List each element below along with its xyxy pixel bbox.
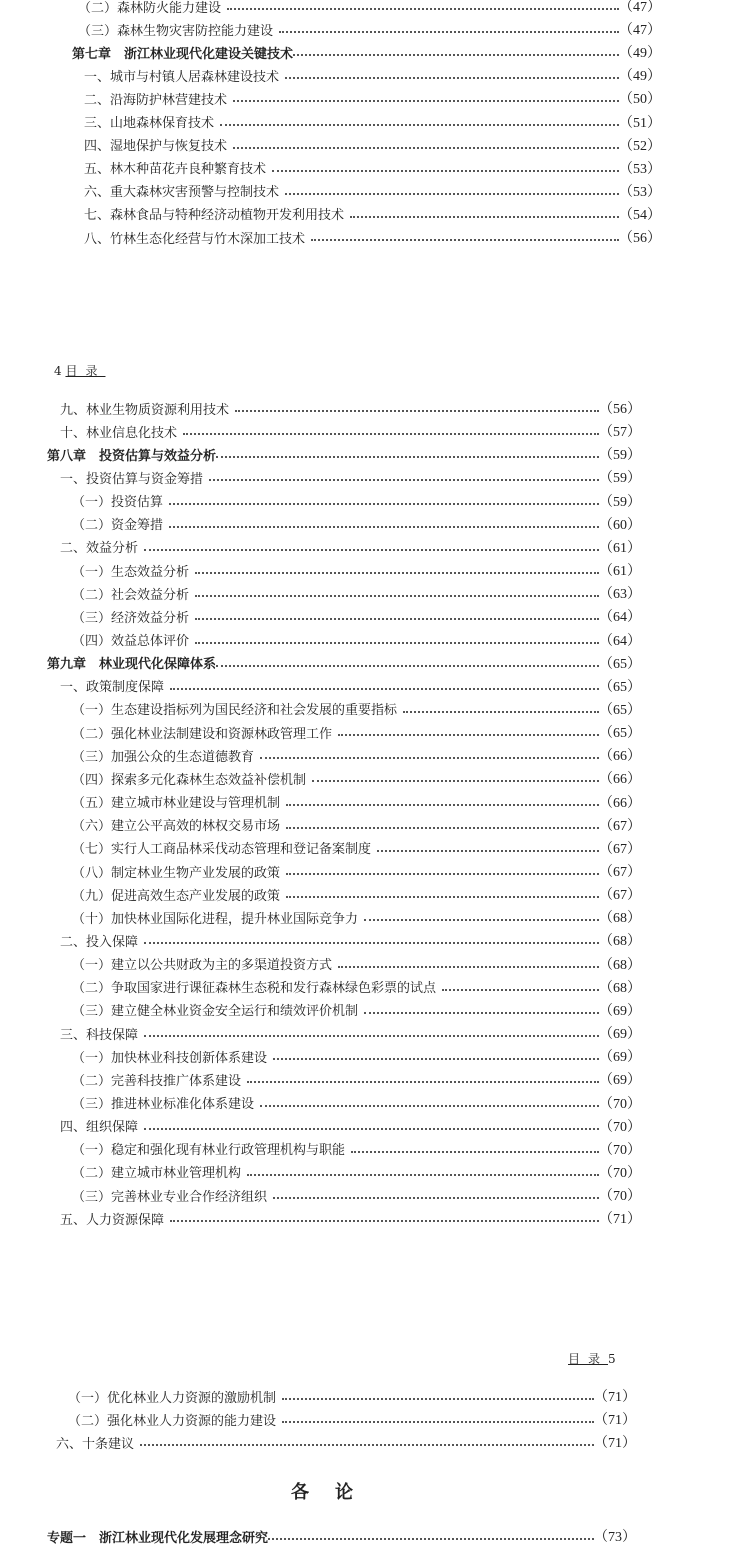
toc-entry[interactable] [60,421,641,441]
dot-leader [260,757,599,759]
page-number: 4 [54,364,62,378]
toc-entry[interactable] [60,676,641,696]
toc-entry-title: （三）推进林业标准化体系建设 [72,1097,255,1112]
toc-entry-page: （65） [599,656,641,672]
toc-entry[interactable] [72,699,641,719]
dot-leader [293,54,619,56]
toc-entry[interactable] [68,1409,636,1429]
toc-entry[interactable] [60,1208,641,1228]
dot-leader [216,456,599,458]
toc-entry[interactable] [72,768,641,788]
dot-leader [144,549,599,551]
toc-entry-title: 八、竹林生态化经营与竹木深加工技术 [84,231,306,247]
toc-entry-title: （六）建立公平高效的林权交易市场 [72,819,281,835]
toc-entry-title: （一）生态效益分析 [72,564,190,580]
toc-entry-title: （二）资金筹措 [72,518,164,534]
toc-entry-page: （67） [599,818,641,834]
toc-entry-title: 二、效益分析 [60,541,139,557]
toc-entry[interactable] [78,19,661,39]
dot-leader [260,1105,599,1107]
toc-entry-title: 一、投资估算与资金筹措 [60,471,204,487]
toc-entry[interactable] [47,1526,636,1546]
toc-entry-title: 九、林业生物质资源利用技术 [60,402,230,418]
toc-entry[interactable] [84,227,661,247]
toc-entry-title: （十）加快林业国际化进程，提升林业国际竞争力 [72,911,359,927]
toc-entry-title: 一、城市与村镇人居森林建设技术 [84,69,280,85]
toc-entry-page: （57） [599,425,641,441]
toc-entry-title: 十、林业信息化技术 [60,425,178,441]
toc-entry-page: （71） [594,1436,636,1451]
toc-entry-title: 一、政策制度保障 [60,680,165,696]
toc-entry-title: （二）社会效益分析 [72,587,190,603]
toc-entry-page: （56） [619,231,661,246]
toc-entry-title: （四）探索多元化森林生态效益补偿机制 [72,772,307,788]
toc-entry-page: （71） [594,1413,636,1428]
header-title: 目录 [65,364,106,378]
toc-entry-page: （49） [619,69,661,85]
toc-entry-title: 二、沿海防护林营建技术 [84,92,228,108]
dot-leader [364,1012,599,1014]
dot-leader [286,804,599,806]
toc-entry-title: （三）加强公众的生态道德教育 [72,749,255,765]
toc-entry-page: （66） [599,772,641,788]
toc-entry[interactable] [84,158,661,178]
toc-entry-title: （一）生态建设指标列为国民经济和社会发展的重要指标 [72,703,398,719]
dot-leader [233,100,619,102]
toc-entry-page: （69） [599,1050,641,1066]
toc-entry-title: 专题一 浙江林业现代化发展理念研究 [47,1530,269,1546]
dot-leader [311,239,619,241]
toc-entry-page: （68） [599,911,641,927]
toc-entry[interactable] [72,1162,641,1182]
toc-entry[interactable] [84,181,661,201]
toc-entry-title: 第九章 林业现代化保障体系 [47,657,217,673]
dot-leader [338,966,599,968]
toc-entry-title: 二、投入保障 [60,934,139,950]
toc-entry[interactable] [60,398,641,418]
dot-leader [442,989,599,991]
toc-entry-page: （70） [599,1096,641,1112]
dot-leader [170,688,599,690]
toc-entry[interactable] [72,1139,641,1159]
toc-entry-title: （八）制定林业生物产业发展的政策 [72,865,281,881]
toc-entry-title: （一）投资估算 [72,495,164,511]
running-header [568,1350,616,1367]
toc-entry-page: （73） [594,1530,636,1545]
toc-entry[interactable] [72,606,641,626]
dot-leader [282,1421,594,1423]
toc-entry[interactable] [68,1386,636,1406]
page-number: 5 [608,1352,616,1366]
toc-entry[interactable] [72,630,641,650]
toc-entry[interactable] [78,0,661,16]
dot-leader [233,147,619,149]
toc-entry-page: （70） [599,1165,641,1181]
toc-entry-page: （66） [599,749,641,765]
toc-entry-page: （47） [619,23,661,39]
dot-leader [364,919,599,921]
toc-entry[interactable] [72,815,641,835]
toc-entry[interactable] [72,838,641,858]
toc-entry-page: （68） [599,934,641,950]
toc-entry-title: 七、森林食品与特种经济动植物开发利用技术 [84,208,345,224]
toc-entry-page: （69） [599,1027,641,1043]
toc-entry[interactable] [84,88,661,108]
toc-entry[interactable] [72,792,641,812]
dot-leader [279,31,619,33]
toc-entry[interactable] [84,65,661,85]
toc-entry-title: 第八章 投资估算与效益分析 [47,448,217,464]
toc-entry-title: （九）促进高效生态产业发展的政策 [72,888,281,904]
toc-entry[interactable] [60,930,641,950]
toc-entry[interactable] [72,583,641,603]
toc-entry-page: （65） [599,726,641,742]
toc-entry-page: （65） [599,679,641,695]
toc-entry-title: （四）效益总体评价 [72,634,190,649]
dot-leader [195,595,599,597]
toc-entry-title: （三）森林生物灾害防控能力建设 [78,23,274,39]
dot-leader [377,850,599,852]
dot-leader [183,433,599,435]
toc-entry-page: （56） [599,402,641,417]
toc-entry-page: （51） [619,115,661,131]
toc-entry[interactable] [72,1093,641,1113]
toc-entry[interactable] [72,1000,641,1020]
toc-entry-page: （59） [599,471,641,487]
toc-entry-page: （53） [619,184,661,200]
toc-entry-title: （一）建立以公共财政为主的多渠道投资方式 [72,958,333,974]
toc-entry-page: （71） [599,1212,641,1228]
toc-entry[interactable] [72,977,641,997]
dot-leader [247,1174,599,1176]
toc-entry-title: 六、十条建议 [56,1436,135,1452]
toc-entry[interactable] [47,444,641,464]
toc-entry-page: （59） [599,448,641,464]
dot-leader [195,642,599,644]
toc-entry-title: （一）加快林业科技创新体系建设 [72,1050,268,1066]
toc-entry-page: （67） [599,865,641,880]
dot-leader [247,1081,599,1083]
toc-entry[interactable] [72,491,641,511]
toc-entry-page: （66） [599,795,641,811]
toc-entry[interactable] [72,954,641,974]
dot-leader [272,170,619,172]
dot-leader [195,618,599,620]
header-title: 目录 [568,1352,609,1366]
toc-entry-page: （64） [599,610,641,626]
toc-entry[interactable] [72,861,641,881]
toc-entry[interactable] [72,722,641,742]
toc-entry-title: （三）经济效益分析 [72,610,190,626]
dot-leader [170,1220,599,1222]
toc-entry-page: （70） [599,1119,641,1135]
dot-leader [403,711,599,713]
toc-entry-title: （五）建立城市林业建设与管理机制 [72,796,281,812]
dot-leader [286,873,599,875]
toc-entry-page: （59） [599,494,641,510]
toc-entry-page: （69） [599,1003,641,1019]
toc-entry[interactable] [72,514,641,534]
toc-entry[interactable] [60,1023,641,1043]
toc-entry[interactable] [60,467,641,487]
toc-entry-page: （68） [599,957,641,973]
toc-entry-page: （70） [599,1142,641,1158]
toc-entry-title: （二）森林防火能力建设 [78,0,222,16]
dot-leader [285,193,619,195]
toc-entry[interactable] [56,1432,636,1452]
toc-entry-title: （二）完善科技推广体系建设 [72,1073,242,1089]
toc-entry[interactable] [72,1185,641,1205]
dot-leader [169,526,599,528]
toc-entry-title: （二）争取国家进行课征森林生态税和发行森林绿色彩票的试点 [72,981,437,997]
toc-entry-title: 五、人力资源保障 [60,1212,165,1228]
dot-leader [350,216,619,218]
toc-entry-page: （67） [599,888,641,904]
dot-leader [169,503,599,505]
toc-entry[interactable] [72,42,661,62]
toc-entry-title: 四、湿地保护与恢复技术 [84,139,228,155]
toc-entry-title: （二）强化林业人力资源的能力建设 [68,1413,277,1429]
toc-entry[interactable] [72,560,641,580]
toc-entry-page: （67） [599,841,641,857]
toc-entry-title: 四、组织保障 [60,1120,139,1136]
toc-entry-page: （69） [599,1073,641,1089]
toc-entry-title: 六、重大森林灾害预警与控制技术 [84,185,280,201]
dot-leader [268,1538,594,1540]
toc-entry[interactable] [60,1116,641,1136]
toc-entry[interactable] [72,1046,641,1066]
toc-entry[interactable] [84,135,661,155]
toc-entry-title: （三）完善林业专业合作经济组织 [72,1189,268,1205]
dot-leader [144,1128,599,1130]
dot-leader [144,942,599,944]
toc-entry-page: （52） [619,138,661,154]
dot-leader [351,1151,599,1153]
toc-entry[interactable] [72,884,641,904]
dot-leader [209,479,599,481]
toc-entry[interactable] [84,112,661,132]
part-title: 各论 [291,1482,379,1503]
toc-entry-page: （54） [619,207,661,223]
toc-entry-title: 三、山地森林保育技术 [84,116,215,131]
toc-entry-page: （61） [599,564,641,580]
dot-leader [220,124,619,126]
dot-leader [286,896,599,898]
toc-entry-page: （68） [599,980,641,996]
dot-leader [286,827,599,829]
toc-entry-page: （53） [619,161,661,177]
dot-leader [312,780,599,782]
dot-leader [144,1035,599,1037]
dot-leader [338,734,599,736]
toc-entry-title: 三、科技保障 [60,1027,139,1043]
toc-entry-title: （一）稳定和强化现有林业行政管理机构与职能 [72,1143,346,1159]
toc-entry-title: （三）建立健全林业资金安全运行和绩效评价机制 [72,1004,359,1020]
toc-entry-page: （60） [599,517,641,533]
toc-entry-title: （一）优化林业人力资源的激励机制 [68,1390,277,1406]
toc-entry-title: 五、林木种苗花卉良种繁育技术 [84,162,267,178]
toc-entry-title: 第七章 浙江林业现代化建设关键技术 [72,46,294,62]
toc-entry-page: （50） [619,92,661,108]
dot-leader [216,665,599,667]
toc-entry-page: （71） [594,1390,636,1405]
toc-entry-page: （70） [599,1189,641,1205]
dot-leader [273,1197,599,1199]
toc-entry-title: （七）实行人工商品林采伐动态管理和登记备案制度 [72,842,372,858]
toc-entry[interactable] [60,537,641,557]
toc-entry[interactable] [72,907,641,927]
dot-leader [235,410,599,412]
dot-leader [285,77,619,79]
toc-entry-page: （64） [599,633,641,649]
toc-entry-page: （65） [599,702,641,718]
toc-entry-title: （二）建立城市林业管理机构 [72,1166,242,1182]
toc-entry[interactable] [72,1069,641,1089]
dot-leader [227,8,619,10]
toc-entry-page: （61） [599,540,641,556]
toc-entry[interactable] [47,653,641,673]
toc-entry-title: （二）强化林业法制建设和资源林政管理工作 [72,726,333,742]
dot-leader [273,1058,599,1060]
dot-leader [195,572,599,574]
toc-entry[interactable] [84,204,661,224]
toc-entry[interactable] [72,745,641,765]
toc-entry-page: （63） [599,587,641,603]
toc-entry-page: （49） [619,46,661,62]
dot-leader [282,1398,594,1400]
running-header [54,362,105,379]
dot-leader [140,1444,594,1446]
toc-entry-page: （47） [619,0,661,15]
